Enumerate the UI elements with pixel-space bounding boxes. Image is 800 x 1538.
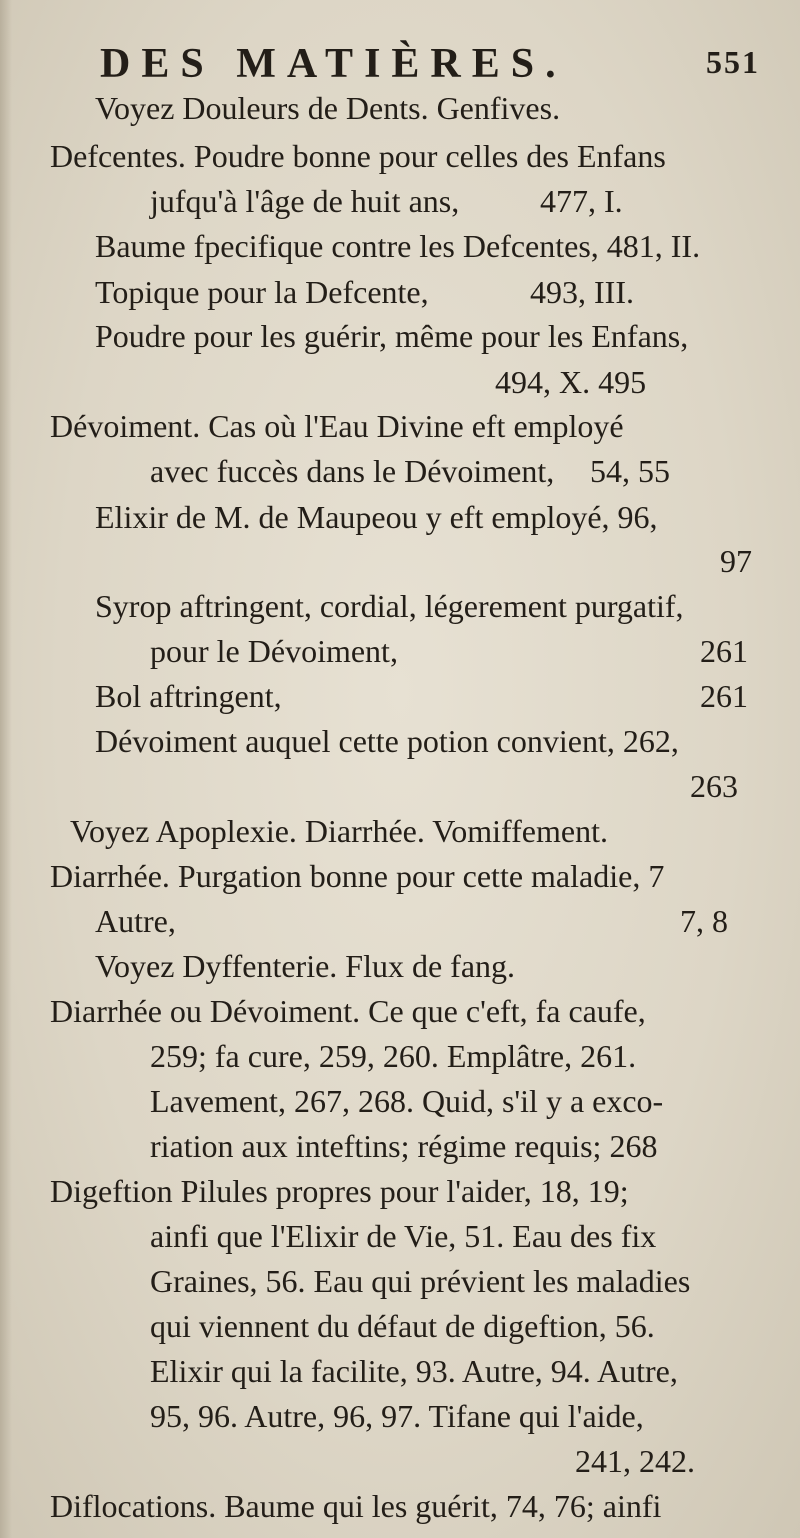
index-ref: 241, 242. — [575, 1443, 695, 1479]
index-ref: 7, 8 — [680, 903, 728, 939]
index-line: Digeftion Pilules propres pour l'aider, 18, 19; — [50, 1173, 629, 1209]
running-head-title: DES MATIÈRES. — [100, 41, 567, 87]
index-ref: 54, 55 — [590, 453, 670, 489]
index-line: Defcentes. Poudre bonne pour celles des Enfans — [50, 138, 666, 174]
index-line: Voyez Dyffenterie. Flux de fang. — [95, 948, 516, 984]
index-line: Diarrhée. Purgation bonne pour cette maladie, 7 — [50, 858, 665, 894]
index-line: Diflocations. Baume qui les guérit, 74, 76; ainfi — [50, 1488, 662, 1524]
index-line: Elixir de M. de Maupeou y eft employé, 96, — [95, 499, 658, 535]
index-ref: 97 — [720, 543, 752, 579]
index-line: pour le Dévoiment, — [150, 633, 398, 669]
index-line: Lavement, 267, 268. Quid, s'il y a exco- — [150, 1083, 664, 1119]
index-line: Topique pour la Defcente, — [95, 274, 429, 310]
index-ref: 494, X. 495 — [495, 364, 647, 400]
index-line: qui viennent du défaut de digeftion, 56. — [150, 1308, 655, 1344]
index-line: Syrop aftringent, cordial, légerement purgatif, — [95, 588, 684, 624]
index-line: Dévoiment. Cas où l'Eau Divine eft employé — [50, 408, 624, 444]
index-line: Bol aftringent, — [95, 678, 282, 714]
index-line: riation aux inteftins; régime requis; 268 — [150, 1128, 658, 1164]
index-ref: 477, I. — [540, 183, 623, 219]
index-line: jufqu'à l'âge de huit ans, — [150, 183, 460, 219]
page-number: 551 — [706, 44, 760, 80]
index-line: Voyez Douleurs de Dents. Genfives. — [95, 90, 561, 126]
running-head — [100, 40, 760, 87]
index-line: Autre, — [95, 903, 176, 939]
index-line: Diarrhée ou Dévoiment. Ce que c'eft, fa caufe, — [50, 993, 646, 1029]
index-line: Poudre pour les guérir, même pour les Enfans, — [95, 318, 689, 354]
index-ref: 493, III. — [530, 274, 634, 310]
page-edge-shadow — [0, 0, 12, 1538]
index-line: Elixir qui la facilite, 93. Autre, 94. Autre, — [150, 1353, 678, 1389]
index-ref: 263 — [690, 768, 738, 804]
index-line: Voyez Apoplexie. Diarrhée. Vomiffement. — [70, 813, 608, 849]
index-line: Graines, 56. Eau qui prévient les maladies — [150, 1263, 691, 1299]
index-ref: 261 — [700, 633, 748, 669]
index-line: 95, 96. Autre, 96, 97. Tifane qui l'aide, — [150, 1398, 644, 1434]
index-ref: 261 — [700, 678, 748, 714]
index-line: Dévoiment auquel cette potion convient, 262, — [95, 723, 679, 759]
index-line: avec fuccès dans le Dévoiment, — [150, 453, 555, 489]
index-line: 259; fa cure, 259, 260. Emplâtre, 261. — [150, 1038, 637, 1074]
index-line: ainfi que l'Elixir de Vie, 51. Eau des fix — [150, 1218, 657, 1254]
index-line: Baume fpecifique contre les Defcentes, 481, II. — [95, 228, 701, 264]
